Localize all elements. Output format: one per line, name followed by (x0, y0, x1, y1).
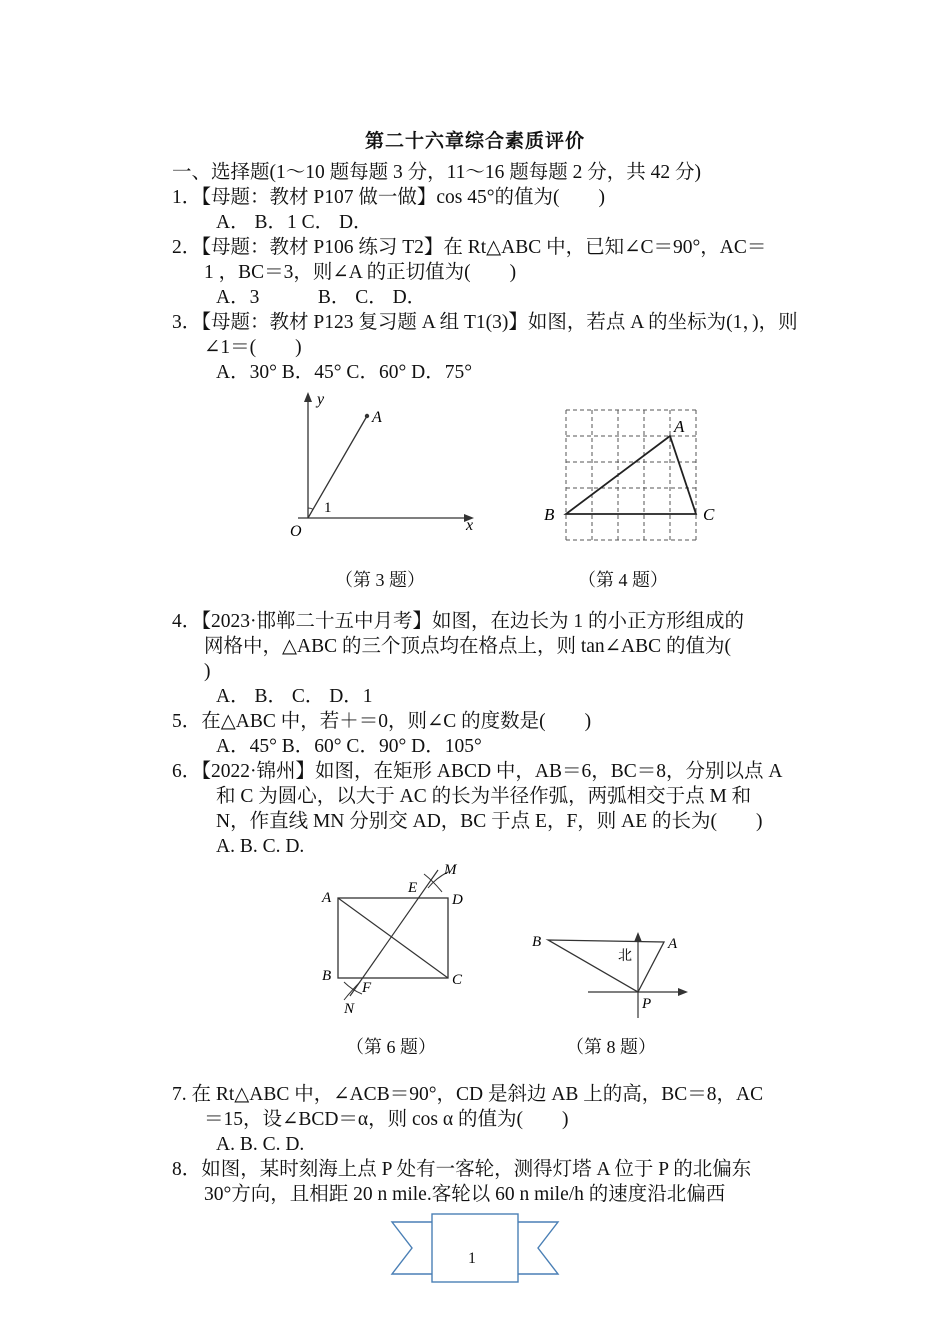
label-p: P (642, 996, 652, 1012)
question-5-options: A．45° B．60° C．90° D．105° (216, 736, 482, 757)
label-n: N (344, 1001, 355, 1017)
figure-3-caption: （第 3 题） (335, 570, 425, 590)
y-axis-arrow (304, 392, 312, 402)
angle-1-arc (308, 508, 313, 509)
question-6-options: A. B. C. D. (216, 836, 305, 857)
label-c: C (703, 505, 715, 524)
question-3-options: A．30° B．45° C．60° D．75° (216, 362, 472, 383)
question-1-options: A． B．1 C． D． (216, 212, 373, 233)
label-c: C (452, 972, 463, 988)
question-4-stem-line3: ) (204, 661, 211, 682)
point-a (365, 414, 369, 418)
ribbon-left (392, 1222, 436, 1274)
label-b: B (532, 934, 542, 950)
label-o: O (290, 523, 302, 540)
figure-8 (528, 922, 698, 1032)
page-title: 第二十六章综合素质评价 (364, 131, 585, 152)
question-4-options: A． B． C． D．1 (216, 686, 373, 707)
label-m: M (444, 862, 457, 878)
label-angle-1: 1 (324, 500, 332, 516)
question-8-stem-line1: 8．如图，某时刻海上点 P 处有一客轮，测得灯塔 A 位于 P 的北偏东 (172, 1159, 752, 1180)
figure-6 (316, 858, 476, 1018)
question-5-stem: 5．在△ABC 中，若＋＝0，则∠C 的度数是( ) (172, 711, 592, 732)
question-6-stem-line1: 6．【2022·锦州】如图，在矩形 ABCD 中，AB＝6，BC＝8，分别以点 A (172, 761, 783, 782)
question-4-stem-line2: 网格中，△ABC 的三个顶点均在格点上，则 tan∠ABC 的值为( (204, 636, 731, 657)
question-7-options: A. B. C. D. (216, 1134, 305, 1155)
question-1-stem: 1．【母题：教材 P107 做一做】cos 45°的值为( ) (172, 187, 605, 208)
triangle-pab (548, 940, 664, 992)
question-2-stem-line1: 2．【母题：教材 P106 练习 T2】在 Rt△ABC 中，已知∠C＝90°，AC＝ (172, 237, 767, 258)
label-e: E (408, 880, 418, 896)
triangle-abc (566, 436, 696, 514)
question-6-stem-line2: 和 C 为圆心，以大于 AC 的长为半径作弧，两弧相交于点 M 和 (216, 786, 752, 807)
diagonal-ac (338, 898, 448, 978)
figure-6-caption: （第 6 题） (346, 1037, 436, 1057)
question-8-stem-line2: 30°方向，且相距 20 n mile.客轮以 60 n mile/h 的速度沿北偏西 (204, 1184, 726, 1205)
label-b: B (544, 505, 555, 524)
label-a: A (322, 890, 332, 906)
ribbon-center (432, 1214, 518, 1282)
question-2-stem-line2: 1 ，BC＝3，则∠A 的正切值为( ) (204, 262, 517, 283)
segment-oa (308, 416, 367, 518)
figure-8-caption: （第 8 题） (566, 1037, 656, 1057)
page-number-ribbon (390, 1212, 560, 1284)
question-7-stem-line2: ＝15，设∠BCD＝α，则 cos α 的值为( ) (204, 1109, 569, 1130)
line-mn (350, 870, 438, 996)
label-x: x (466, 517, 474, 534)
label-b: B (322, 968, 332, 984)
question-2-options: A．3 B． C． D． (216, 287, 427, 308)
label-a: A (668, 936, 678, 952)
question-7-stem-line1: 7. 在 Rt△ABC 中，∠ACB＝90°，CD 是斜边 AB 上的高，BC＝8，AC (172, 1084, 764, 1105)
label-a: A (674, 417, 685, 436)
label-f: F (362, 980, 372, 996)
question-3-stem-line2: ∠1＝( ) (204, 337, 302, 358)
east-arrow (678, 988, 688, 996)
label-y: y (317, 391, 325, 408)
ribbon-right (514, 1222, 558, 1274)
figure-4 (538, 400, 728, 550)
page-number: 1 (468, 1250, 476, 1267)
label-north: 北 (618, 949, 632, 964)
section-heading: 一、选择题(1～10 题每题 3 分，11～16 题每题 2 分，共 42 分) (172, 162, 702, 183)
figure-4-caption: （第 4 题） (578, 570, 668, 590)
label-a: A (372, 409, 382, 426)
figure-3 (280, 390, 480, 550)
question-4-stem-line1: 4．【2023·邯郸二十五中月考】如图，在边长为 1 的小正方形组成的 (172, 611, 744, 632)
question-6-stem-line3: N，作直线 MN 分别交 AD，BC 于点 E，F，则 AE 的长为( ) (216, 811, 763, 832)
question-3-stem-line1: 3．【母题：教材 P123 复习题 A 组 T1(3)】如图，若点 A 的坐标为(1，)，则 (172, 312, 798, 333)
north-arrow (634, 932, 642, 942)
label-d: D (452, 892, 463, 908)
